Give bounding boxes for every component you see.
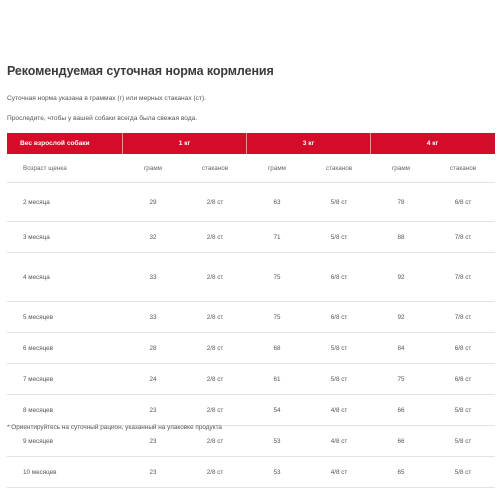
cups-cell: 6/8 ст xyxy=(454,198,472,206)
intro-water-text: Проследите, чтобы у вашей собаки всегда была свежая вода. xyxy=(7,115,198,122)
cups-cell: 7/8 ст xyxy=(454,273,472,281)
grams-cell: 23 xyxy=(149,437,157,445)
puppy-age-cell: 4 месяца xyxy=(23,273,50,281)
grams-cell: 33 xyxy=(149,273,157,281)
cups-cell: 5/8 ст xyxy=(454,406,472,414)
table-body xyxy=(7,183,495,488)
cups-cell: 6/8 ст xyxy=(454,344,472,352)
cups-cell: 2/8 ст xyxy=(206,198,224,206)
cups-cell: 2/8 ст xyxy=(206,233,224,241)
table-row xyxy=(7,183,495,222)
footnote: * Ориентируйтесь на суточный рацион, указанный на упаковке продукта xyxy=(7,424,222,431)
cups-cell: 4/8 ст xyxy=(330,406,348,414)
subheader-col: стаканов xyxy=(201,164,229,172)
puppy-age-cell: 5 месяцев xyxy=(23,313,54,321)
header-adult-weight: Вес взрослой собаки xyxy=(20,140,90,147)
subheader-col: грамм xyxy=(144,164,162,172)
cups-cell: 6/8 ст xyxy=(454,375,472,383)
subheader-col: стаканов xyxy=(325,164,353,172)
subheader-col: грамм xyxy=(392,164,410,172)
subheader-puppy-age: Возраст щенка xyxy=(23,164,67,172)
cups-cell: 5/8 ст xyxy=(330,344,348,352)
header-group-1kg: 1 кг xyxy=(122,133,246,154)
grams-cell: 92 xyxy=(397,273,405,281)
feeding-table xyxy=(7,133,495,488)
grams-cell: 88 xyxy=(397,233,405,241)
cups-cell: 2/8 ст xyxy=(206,344,224,352)
table-row xyxy=(7,253,495,302)
cups-cell: 7/8 ст xyxy=(454,313,472,321)
grams-cell: 23 xyxy=(149,468,157,476)
grams-cell: 66 xyxy=(397,437,405,445)
subheader-col: стаканов xyxy=(449,164,477,172)
grams-cell: 84 xyxy=(397,344,405,352)
cups-cell: 6/8 ст xyxy=(330,313,348,321)
table-subheader xyxy=(7,154,495,183)
cups-cell: 2/8 ст xyxy=(206,273,224,281)
grams-cell: 28 xyxy=(149,344,157,352)
table-header xyxy=(7,133,495,154)
puppy-age-cell: 10 месяцев xyxy=(23,468,57,476)
puppy-age-cell: 3 месяца xyxy=(23,233,50,241)
puppy-age-cell: 9 месяцев xyxy=(23,437,54,445)
grams-cell: 65 xyxy=(397,468,405,476)
grams-cell: 78 xyxy=(397,198,405,206)
grams-cell: 75 xyxy=(273,273,281,281)
table-row xyxy=(7,395,495,426)
grams-cell: 32 xyxy=(149,233,157,241)
grams-cell: 54 xyxy=(273,406,281,414)
cups-cell: 4/8 ст xyxy=(330,468,348,476)
grams-cell: 63 xyxy=(273,198,281,206)
cups-cell: 2/8 ст xyxy=(206,375,224,383)
cups-cell: 7/8 ст xyxy=(454,233,472,241)
grams-cell: 53 xyxy=(273,437,281,445)
grams-cell: 75 xyxy=(273,313,281,321)
header-group-4kg: 4 кг xyxy=(370,133,494,154)
table-row xyxy=(7,457,495,488)
grams-cell: 75 xyxy=(397,375,405,383)
cups-cell: 2/8 ст xyxy=(206,437,224,445)
puppy-age-cell: 8 месяцев xyxy=(23,406,54,414)
cups-cell: 2/8 ст xyxy=(206,468,224,476)
page-title: Рекомендуемая суточная норма кормления xyxy=(7,64,274,78)
grams-cell: 92 xyxy=(397,313,405,321)
table-row xyxy=(7,302,495,333)
header-group-3kg: 3 кг xyxy=(246,133,370,154)
cups-cell: 2/8 ст xyxy=(206,406,224,414)
grams-cell: 71 xyxy=(273,233,281,241)
cups-cell: 5/8 ст xyxy=(454,437,472,445)
table-row xyxy=(7,364,495,395)
grams-cell: 61 xyxy=(273,375,281,383)
grams-cell: 68 xyxy=(273,344,281,352)
cups-cell: 2/8 ст xyxy=(206,313,224,321)
puppy-age-cell: 7 месяцев xyxy=(23,375,54,383)
subheader-col: грамм xyxy=(268,164,286,172)
grams-cell: 53 xyxy=(273,468,281,476)
cups-cell: 5/8 ст xyxy=(454,468,472,476)
cups-cell: 6/8 ст xyxy=(330,273,348,281)
intro-units-text: Суточная норма указана в граммах (г) или мерных стаканах (ст). xyxy=(7,95,207,102)
cups-cell: 5/8 ст xyxy=(330,375,348,383)
puppy-age-cell: 2 месяца xyxy=(23,198,50,206)
cups-cell: 5/8 ст xyxy=(330,233,348,241)
grams-cell: 66 xyxy=(397,406,405,414)
table-row xyxy=(7,333,495,364)
puppy-age-cell: 6 месяцев xyxy=(23,344,54,352)
grams-cell: 24 xyxy=(149,375,157,383)
cups-cell: 4/8 ст xyxy=(330,437,348,445)
grams-cell: 23 xyxy=(149,406,157,414)
cups-cell: 5/8 ст xyxy=(330,198,348,206)
grams-cell: 29 xyxy=(149,198,157,206)
grams-cell: 33 xyxy=(149,313,157,321)
table-row xyxy=(7,222,495,253)
